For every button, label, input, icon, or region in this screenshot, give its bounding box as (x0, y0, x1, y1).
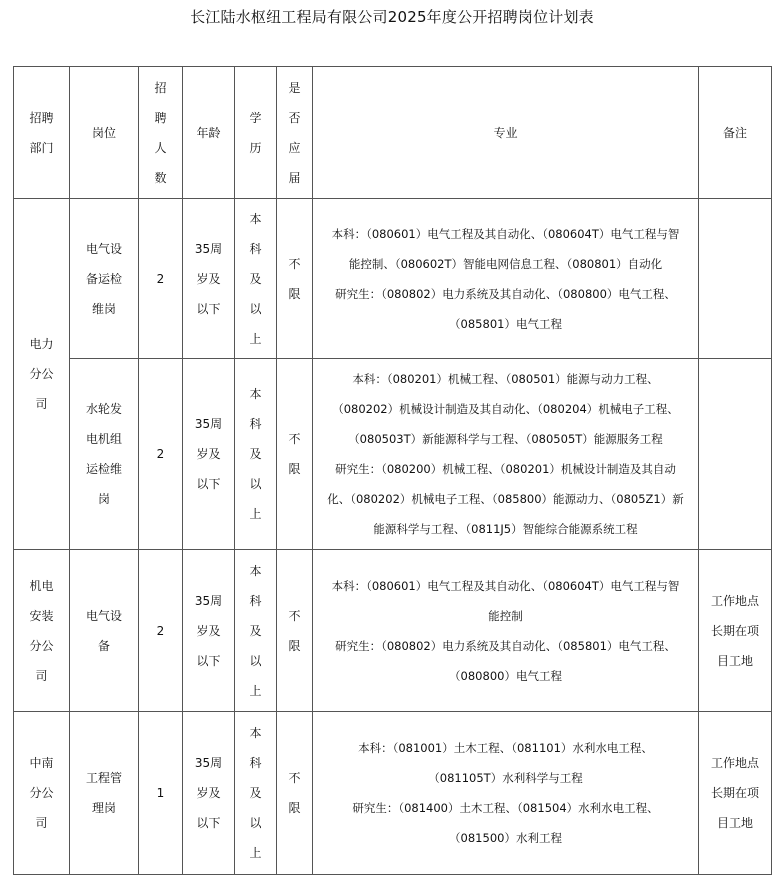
text-line: 研究生：（080802）电力系统及其自动化、（085801）电气工程、 (335, 638, 676, 653)
text-line: 不 (288, 771, 301, 785)
text-line: 及 (249, 447, 262, 461)
cell-remark (699, 199, 772, 359)
text-line: 岁及 (196, 786, 221, 800)
text-line: 能控制、（080602T）智能电网信息工程、（080801）自动化 (348, 256, 663, 271)
fresh-text (277, 424, 312, 484)
table-row (14, 712, 772, 875)
text-line: 本科：（080601）电气工程及其自动化、（080604T）电气工程与智 (331, 226, 680, 241)
cell-age (183, 199, 235, 359)
text-line: 工作地点 (710, 756, 759, 770)
text-line: 本 (249, 563, 262, 578)
remark-text (699, 748, 771, 838)
text-line: 化、（080202）机械电子工程、（085800）能源动力、（0805Z1）新 (327, 492, 684, 506)
text-line: 35周 (194, 241, 223, 256)
age-text (183, 234, 234, 324)
header-dept-text (14, 103, 69, 163)
text-line: 限 (288, 801, 301, 815)
edu-text (235, 718, 276, 868)
dept-text (14, 329, 69, 419)
header-major: 专业 (313, 67, 699, 199)
text-line: （081500）水利工程 (449, 831, 562, 845)
text-line: 工作地点 (710, 593, 759, 608)
text-line: 研究生：（080200）机械工程、（080201）机械设计制造及其自动 (335, 462, 676, 476)
text-line: 届 (288, 170, 301, 185)
text-line: 上 (249, 683, 262, 698)
position-text (70, 601, 138, 661)
text-line: 科 (249, 417, 262, 431)
text-line: 研究生：（080802）电力系统及其自动化、（080800）电气工程、 (335, 286, 676, 301)
text-line: 岁及 (196, 447, 221, 461)
text-line: 安装 (29, 608, 54, 623)
text-line: 本 (249, 726, 262, 740)
text-line: 以下 (196, 816, 221, 830)
cell-position (70, 550, 139, 712)
cell-remark (699, 359, 772, 550)
text-line: 以 (249, 477, 262, 491)
text-line: 水轮发 (85, 402, 122, 416)
cell-remark (699, 712, 772, 875)
text-line: 部门 (29, 140, 54, 155)
position-text (70, 234, 138, 324)
cell-dept (14, 199, 70, 550)
text-line: 数 (154, 170, 167, 185)
major-text (313, 733, 698, 853)
header-count (139, 67, 183, 199)
table-row (14, 199, 772, 359)
cell-edu (235, 359, 277, 550)
text-line: （080202）机械设计制造及其自动化、（080204）机械电子工程、 (332, 402, 679, 416)
text-line: 是 (288, 80, 301, 95)
text-line: 上 (249, 846, 262, 860)
text-line: 以下 (196, 301, 221, 316)
text-line: 本科：（080201）机械工程、（080501）能源与动力工程、 (352, 372, 659, 386)
text-line: 35周 (194, 593, 223, 608)
text-line: 司 (35, 397, 48, 411)
text-line: 电气设 (85, 608, 122, 623)
cell-position (70, 359, 139, 550)
cell-count: 2 (139, 359, 183, 550)
fresh-text (277, 601, 312, 661)
cell-fresh (277, 359, 313, 550)
text-line: 人 (154, 140, 167, 155)
text-line: 能控制 (488, 608, 523, 623)
text-line: 不 (288, 608, 301, 623)
cell-fresh (277, 712, 313, 875)
cell-major (313, 712, 699, 875)
text-line: 历 (249, 140, 262, 155)
text-line: 岗 (97, 492, 110, 506)
text-line: 及 (249, 271, 262, 286)
text-line: 学 (249, 110, 262, 125)
text-line: 招聘 (29, 110, 54, 125)
text-line: （080503T）新能源科学与工程、（080505T）能源服务工程 (348, 432, 663, 446)
text-line: 限 (288, 286, 301, 301)
major-text (313, 571, 698, 691)
major-text (313, 219, 698, 339)
cell-major (313, 550, 699, 712)
text-line: 目工地 (716, 816, 753, 830)
header-dept (14, 67, 70, 199)
text-line: 本科：（080601）电气工程及其自动化、（080604T）电气工程与智 (331, 578, 680, 593)
text-line: 能源科学与工程、（0811J5）智能综合能源系统工程 (373, 522, 638, 536)
page-title: 长江陆水枢纽工程局有限公司2025年度公开招聘岗位计划表 (190, 8, 594, 26)
text-line: 本 (249, 387, 262, 401)
text-line: 中南 (29, 756, 54, 770)
header-age: 年龄 (183, 67, 235, 199)
text-line: 限 (288, 638, 301, 653)
cell-count: 1 (139, 712, 183, 875)
text-line: 及 (249, 786, 262, 800)
cell-major (313, 359, 699, 550)
recruitment-plan-table (13, 66, 772, 875)
text-line: 岁及 (196, 271, 221, 286)
cell-age (183, 359, 235, 550)
header-fresh-text (277, 73, 312, 193)
text-line: 长期在项 (710, 786, 759, 800)
text-line: （081105T）水利科学与工程 (428, 771, 583, 785)
text-line: 以下 (196, 653, 221, 668)
cell-edu (235, 550, 277, 712)
text-line: 以 (249, 816, 262, 830)
text-line: 备运检 (85, 271, 122, 286)
table-row (14, 550, 772, 712)
edu-text (235, 379, 276, 529)
text-line: 本 (249, 211, 262, 226)
text-line: 目工地 (716, 653, 753, 668)
edu-text (235, 204, 276, 354)
text-line: 电力 (29, 337, 54, 351)
age-text (183, 748, 234, 838)
text-line: 科 (249, 593, 262, 608)
text-line: 司 (35, 816, 48, 830)
text-line: 35周 (194, 756, 223, 770)
text-line: 应 (288, 140, 301, 155)
cell-position (70, 199, 139, 359)
cell-dept (14, 550, 70, 712)
text-line: 分公 (29, 786, 54, 800)
text-line: 以下 (196, 477, 221, 491)
text-line: 岁及 (196, 623, 221, 638)
text-line: 维岗 (91, 301, 116, 316)
header-remark: 备注 (699, 67, 772, 199)
position-text (70, 394, 138, 514)
cell-count: 2 (139, 550, 183, 712)
remark-text (699, 586, 771, 676)
edu-text (235, 556, 276, 706)
cell-age (183, 550, 235, 712)
text-line: 长期在项 (710, 623, 759, 638)
age-text (183, 586, 234, 676)
text-line: 本科：（081001）土木工程、（081101）水利水电工程、 (358, 741, 653, 755)
text-line: （080800）电气工程 (449, 668, 562, 683)
cell-major (313, 199, 699, 359)
cell-age (183, 712, 235, 875)
major-text (313, 364, 698, 544)
cell-dept (14, 712, 70, 875)
text-line: 研究生：（081400）土木工程、（081504）水利水电工程、 (352, 801, 659, 815)
dept-text (14, 571, 69, 691)
header-edu-text (235, 103, 276, 163)
text-line: 以 (249, 301, 262, 316)
header-edu (235, 67, 277, 199)
text-line: 不 (288, 256, 301, 271)
header-row (14, 67, 772, 199)
cell-remark (699, 550, 772, 712)
header-fresh (277, 67, 313, 199)
text-line: 聘 (154, 110, 167, 125)
header-count-text (139, 73, 182, 193)
fresh-text (277, 249, 312, 309)
text-line: 电机组 (85, 432, 122, 446)
cell-edu (235, 712, 277, 875)
cell-edu (235, 199, 277, 359)
text-line: 及 (249, 623, 262, 638)
text-line: 不 (288, 432, 301, 446)
cell-count: 2 (139, 199, 183, 359)
text-line: 备 (97, 638, 110, 653)
header-position: 岗位 (70, 67, 139, 199)
text-line: 科 (249, 756, 262, 770)
text-line: 上 (249, 507, 262, 521)
fresh-text (277, 763, 312, 823)
text-line: 科 (249, 241, 262, 256)
position-text (70, 763, 138, 823)
text-line: 运检维 (85, 462, 122, 476)
text-line: 否 (288, 110, 301, 125)
text-line: 机电 (29, 578, 54, 593)
text-line: 分公 (29, 367, 54, 381)
text-line: 上 (249, 331, 262, 346)
text-line: 工程管 (85, 771, 122, 785)
cell-fresh (277, 550, 313, 712)
text-line: 35周 (194, 417, 223, 431)
table-row (14, 359, 772, 550)
age-text (183, 409, 234, 499)
text-line: 司 (35, 668, 48, 683)
dept-text (14, 748, 69, 838)
text-line: （085801）电气工程 (449, 316, 562, 331)
text-line: 限 (288, 462, 301, 476)
cell-fresh (277, 199, 313, 359)
text-line: 电气设 (85, 241, 122, 256)
cell-position (70, 712, 139, 875)
text-line: 招 (154, 80, 167, 95)
text-line: 分公 (29, 638, 54, 653)
text-line: 理岗 (91, 801, 116, 815)
text-line: 以 (249, 653, 262, 668)
